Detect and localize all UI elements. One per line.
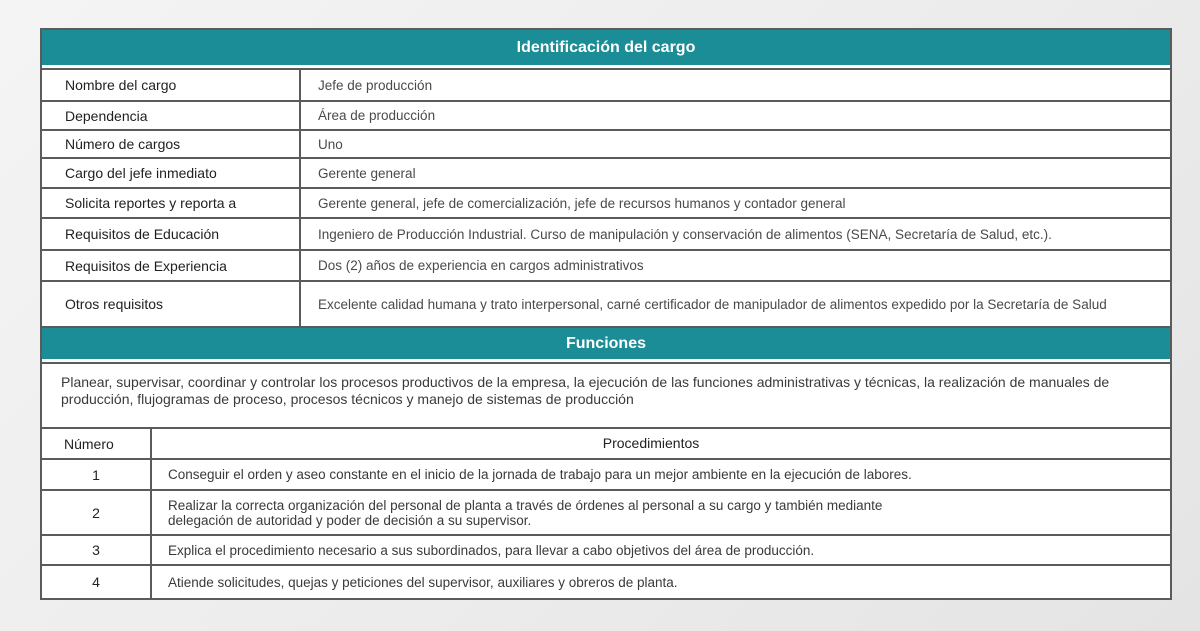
- row-value: Jefe de producción: [301, 70, 1170, 100]
- procedure-number: 4: [42, 566, 150, 598]
- row-label: Dependencia: [42, 102, 299, 129]
- table-row: [42, 102, 1170, 129]
- table-row: [42, 282, 1170, 326]
- row-value: Área de producción: [301, 102, 1170, 129]
- functions-description: Planear, supervisar, coordinar y controlar los procesos productivos de la empresa, la ejecución de las funciones administrativas y técnicas, la realización de manuales de producción, flujogramas de proceso, procesos técnicos y manejo de sistemas de producción: [42, 364, 1170, 427]
- row-label: Número de cargos: [42, 131, 299, 157]
- row-value: Uno: [301, 131, 1170, 157]
- table-grid: [42, 30, 1170, 598]
- section-header-identificacion: Identificación del cargo: [42, 30, 1170, 68]
- column-header-number: Número: [42, 429, 150, 458]
- row-label: Solicita reportes y reporta a: [42, 189, 299, 217]
- table-row: [42, 251, 1170, 280]
- row-label: Nombre del cargo: [42, 70, 299, 100]
- column-header-procedures: Procedimientos: [152, 429, 1170, 458]
- table-row: [42, 460, 1170, 489]
- row-label: Requisitos de Educación: [42, 219, 299, 249]
- row-value: Dos (2) años de experiencia en cargos administrativos: [301, 251, 1170, 280]
- job-description-table: [40, 28, 1172, 600]
- table-row: [42, 491, 1170, 534]
- procedure-text: Realizar la correcta organización del personal de planta a través de órdenes al personal a su cargo y también mediante delegación de autoridad y poder de decisión a su supervisor.: [152, 491, 1170, 534]
- procedure-number: 3: [42, 536, 150, 564]
- table-row: [42, 159, 1170, 187]
- row-label: Cargo del jefe inmediato: [42, 159, 299, 187]
- row-label: Requisitos de Experiencia: [42, 251, 299, 280]
- row-value: Gerente general: [301, 159, 1170, 187]
- row-value: Excelente calidad humana y trato interpersonal, carné certificador de manipulador de alimentos expedido por la Secretaría de Salud: [301, 282, 1170, 326]
- procedure-number: 1: [42, 460, 150, 489]
- table-row: [42, 131, 1170, 157]
- row-value: Gerente general, jefe de comercialización, jefe de recursos humanos y contador general: [301, 189, 1170, 217]
- procedure-number: 2: [42, 491, 150, 534]
- table-row: [42, 189, 1170, 217]
- table-row: [42, 219, 1170, 249]
- row-value: Ingeniero de Producción Industrial. Curso de manipulación y conservación de alimentos (SENA, Secretaría de Salud, etc.).: [301, 219, 1170, 249]
- procedure-text: Conseguir el orden y aseo constante en el inicio de la jornada de trabajo para un mejor ambiente en la ejecución de labores.: [152, 460, 1170, 489]
- procedures-header-row: [42, 429, 1170, 458]
- table-row: [42, 566, 1170, 598]
- procedure-text: Explica el procedimiento necesario a sus subordinados, para llevar a cabo objetivos del área de producción.: [152, 536, 1170, 564]
- row-label: Otros requisitos: [42, 282, 299, 326]
- table-row: [42, 70, 1170, 100]
- section-header-funciones: Funciones: [42, 328, 1170, 362]
- procedure-text: Atiende solicitudes, quejas y peticiones del supervisor, auxiliares y obreros de planta.: [152, 566, 1170, 598]
- table-row: [42, 536, 1170, 564]
